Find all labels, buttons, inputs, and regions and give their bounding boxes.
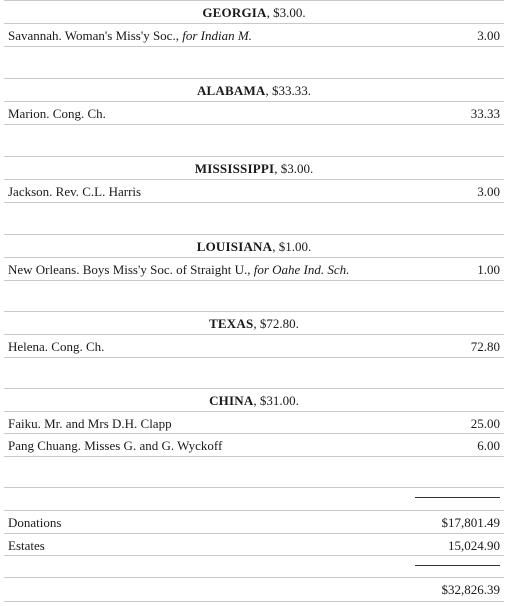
estates-row [4, 533, 504, 555]
entry-amount: 3.00 [477, 184, 500, 199]
state-total: , $3.00. [266, 5, 306, 20]
entry-place: Pang Chuang. Misses G. and G. Wyckoff [8, 438, 223, 453]
spacer-row [4, 124, 504, 156]
state-name: LOUISIANA [196, 239, 273, 254]
section-header-china [4, 388, 504, 411]
entry-note: for Indian M. [182, 28, 252, 43]
donations-row [4, 510, 504, 533]
entry-amount: 25.00 [470, 416, 500, 431]
entry-row [4, 257, 504, 280]
entry-place: Savannah. Woman's Miss'y Soc., [8, 28, 183, 43]
entry-amount: 33.33 [470, 106, 500, 121]
entry-row [4, 101, 504, 124]
sum-rule [415, 565, 500, 566]
entry-amount: 6.00 [477, 438, 500, 453]
section-header-georgia [4, 0, 504, 23]
entry-amount: 1.00 [477, 262, 500, 277]
spacer-row [4, 357, 504, 388]
entry-place: Faiku. Mr. and Mrs D.H. Clapp [8, 416, 172, 431]
grand-total-row [4, 577, 504, 601]
state-name: ALABAMA [196, 83, 266, 98]
donations-amount: $17,801.49 [441, 515, 500, 530]
entry-place: New Orleans. Boys Miss'y Soc. of Straight U., [8, 262, 254, 277]
state-name: CHINA [209, 393, 254, 408]
state-total: , $72.80. [253, 316, 299, 331]
estates-amount: 15,024.90 [448, 538, 500, 553]
state-name: GEORGIA [202, 5, 267, 20]
state-total: , $33.33. [265, 83, 312, 98]
spacer-row [4, 280, 504, 311]
estates-label: Estates [8, 538, 45, 553]
spacer-row [4, 456, 504, 487]
donations-label: Donations [8, 515, 62, 530]
entry-note: for Oahe Ind. Sch. [253, 262, 350, 277]
section-header-louisiana [4, 234, 504, 257]
state-total: , $3.00. [274, 161, 314, 176]
sum-rule [415, 497, 500, 498]
section-header-texas [4, 311, 504, 334]
entry-amount: 72.80 [470, 339, 500, 354]
entry-place: Jackson. Rev. C.L. Harris [8, 184, 142, 199]
entry-row [4, 23, 504, 46]
sum-rule-row [4, 555, 504, 577]
state-name: TEXAS [209, 316, 254, 331]
entry-place: Helena. Cong. Ch. [8, 339, 105, 354]
entry-row [4, 179, 504, 202]
state-total: , $1.00. [272, 239, 312, 254]
entry-row [4, 411, 504, 433]
entry-row [4, 433, 504, 456]
state-total: , $31.00. [253, 393, 299, 408]
state-name: MISSISSIPPI [194, 161, 275, 176]
entry-place: Marion. Cong. Ch. [8, 106, 106, 121]
grand-total-amount: $32,826.39 [441, 582, 500, 597]
spacer-row [4, 46, 504, 78]
spacer-row [4, 202, 504, 234]
table-bottom-border [4, 601, 504, 602]
entry-amount: 3.00 [477, 28, 500, 43]
section-header-alabama [4, 78, 504, 101]
sum-rule-row [4, 487, 504, 510]
section-header-mississippi [4, 156, 504, 179]
entry-row [4, 334, 504, 357]
